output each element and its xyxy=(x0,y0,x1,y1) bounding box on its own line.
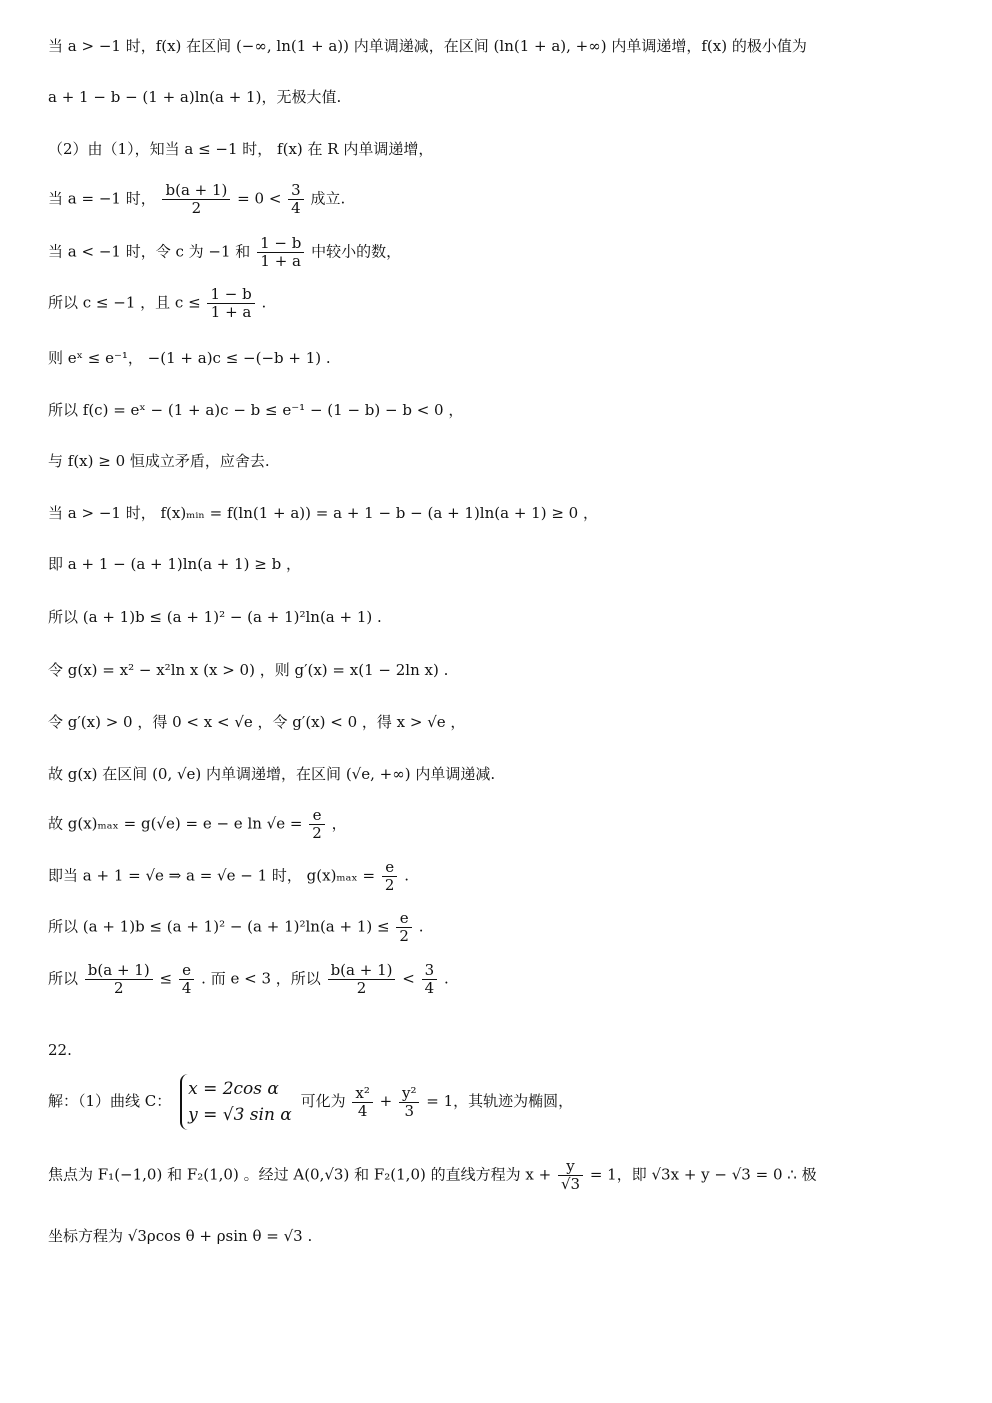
numerator: b(a + 1) xyxy=(162,182,230,200)
text-line: a + 1 − b − (1 + a)ln(a + 1)，无极大值. xyxy=(48,88,342,106)
fraction xyxy=(309,807,325,842)
formula-line xyxy=(48,962,449,997)
fraction xyxy=(179,962,195,997)
text: = 1，其轨迹为椭圆， xyxy=(426,1092,574,1110)
denominator: √3 xyxy=(560,1175,581,1193)
numerator: b(a + 1) xyxy=(85,962,153,980)
text: 故 g(x)ₘₐₓ = g(√e) = e − e ln √e = xyxy=(48,814,303,833)
text: 解：（1）曲线 C： xyxy=(48,1092,172,1110)
text: 中较小的数， xyxy=(311,242,402,261)
text: + xyxy=(379,1092,393,1110)
text-line: 所以 (a + 1)b ≤ (a + 1)² − (a + 1)²ln(a + 1) . xyxy=(48,608,382,626)
numerator: b(a + 1) xyxy=(328,962,396,980)
denominator: 4 xyxy=(424,979,435,997)
formula-line xyxy=(48,910,423,945)
text-line: 即 a + 1 − (a + 1)ln(a + 1) ≥ b ， xyxy=(48,555,301,573)
fraction xyxy=(352,1085,372,1120)
text-line: 则 eˣ ≤ e⁻¹， −(1 + a)c ≤ −(−b + 1) . xyxy=(48,349,331,367)
denominator: 4 xyxy=(291,199,301,217)
text: 可化为 xyxy=(300,1092,346,1110)
text-line: 故 g(x) 在区间 (0, √e) 内单调递增，在区间 (√e, +∞) 内单调递减. xyxy=(48,765,496,783)
numerator: 1 − b xyxy=(257,235,304,253)
fraction xyxy=(207,286,254,321)
formula-line xyxy=(48,182,345,217)
text-line: 令 g(x) = x² − x²ln x (x > 0) ，则 g′(x) = x(1 − 2ln x) . xyxy=(48,661,449,679)
denominator: 1 + a xyxy=(210,303,252,321)
numerator: 1 − b xyxy=(207,286,254,304)
text: . xyxy=(404,866,410,885)
text: 所以 c ≤ −1 ，且 c ≤ xyxy=(48,293,201,312)
fraction xyxy=(288,182,304,217)
denominator: 4 xyxy=(357,1101,368,1120)
text: = 0 < xyxy=(237,189,282,208)
text: 当 a = −1 时， xyxy=(48,189,156,208)
denominator: 2 xyxy=(399,927,409,945)
fraction xyxy=(382,859,398,894)
text: . xyxy=(261,293,267,312)
fraction xyxy=(85,962,153,997)
text: 所以 xyxy=(48,969,79,988)
numerator: e xyxy=(382,859,398,877)
problem-number: 22. xyxy=(48,1041,72,1059)
text: 焦点为 F₁(−1,0) 和 F₂(1,0) 。经过 A(0,√3) 和 F₂(1,0) 的直线方程为 x + xyxy=(48,1165,552,1184)
denominator: 2 xyxy=(384,876,395,894)
numerator: 3 xyxy=(288,182,304,200)
system-equation: y = √3 sin α xyxy=(188,1105,292,1125)
text-line: 当 a > −1 时，f(x) 在区间 (−∞, ln(1 + a)) 内单调递减，在区间 (ln(1 + a), +∞) 内单调递增，f(x) 的极小值为 xyxy=(48,37,807,55)
fraction xyxy=(399,1085,420,1120)
text: ≤ xyxy=(159,969,173,988)
text: ， xyxy=(331,814,347,833)
fraction xyxy=(162,182,230,217)
numerator: e xyxy=(396,910,412,928)
text-line: （2）由（1），知当 a ≤ −1 时， f(x) 在 R 内单调递增， xyxy=(48,140,434,158)
numerator: y xyxy=(558,1158,583,1176)
formula-line xyxy=(48,1158,817,1193)
formula-line xyxy=(48,235,401,270)
text-line: 当 a > −1 时， f(x)ₘᵢₙ = f(ln(1 + a)) = a + 1 − b − (a + 1)ln(a + 1) ≥ 0 ， xyxy=(48,504,598,522)
text: 即当 a + 1 = √e ⇒ a = √e − 1 时， g(x)ₘₐₓ = xyxy=(48,866,376,885)
fraction xyxy=(328,962,396,997)
formula-line xyxy=(48,807,347,842)
system-equation: x = 2cos α xyxy=(188,1079,279,1099)
fraction xyxy=(396,910,412,945)
denominator: 2 xyxy=(191,199,202,217)
denominator: 3 xyxy=(404,1101,414,1120)
text: = 1，即 √3x + y − √3 = 0 ∴ 极 xyxy=(589,1165,817,1184)
numerator: e xyxy=(309,807,325,825)
equation-system xyxy=(180,1074,292,1130)
text-line: 坐标方程为 √3ρcos θ + ρsin θ = √3 . xyxy=(48,1227,313,1245)
text-line: 令 g′(x) > 0 ，得 0 < x < √e ，令 g′(x) < 0 ，得 x > √e ， xyxy=(48,713,466,731)
denominator: 2 xyxy=(356,979,367,997)
formula-line xyxy=(48,859,409,894)
text-line: 所以 f(c) = eˣ − (1 + a)c − b ≤ e⁻¹ − (1 − b) − b < 0 ， xyxy=(48,401,464,419)
fraction xyxy=(257,235,304,270)
numerator: y² xyxy=(399,1085,420,1103)
text-line: 与 f(x) ≥ 0 恒成立矛盾，应舍去. xyxy=(48,452,270,470)
text: 成立. xyxy=(310,189,346,208)
formula-line xyxy=(48,1074,573,1130)
denominator: 1 + a xyxy=(260,252,301,270)
denominator: 2 xyxy=(113,979,124,997)
denominator: 2 xyxy=(312,824,322,842)
text: . xyxy=(418,917,424,936)
fraction xyxy=(558,1158,583,1193)
text: 所以 (a + 1)b ≤ (a + 1)² − (a + 1)²ln(a + 1) ≤ xyxy=(48,917,390,936)
denominator: 4 xyxy=(181,979,192,997)
numerator: x² xyxy=(352,1085,372,1103)
text: . 而 e < 3 ，所以 xyxy=(201,969,321,988)
numerator: e xyxy=(179,962,195,980)
fraction xyxy=(422,962,438,997)
text: . xyxy=(443,969,449,988)
text: 当 a < −1 时，令 c 为 −1 和 xyxy=(48,242,251,261)
numerator: 3 xyxy=(422,962,438,980)
formula-line xyxy=(48,286,266,321)
text: < xyxy=(402,969,415,988)
